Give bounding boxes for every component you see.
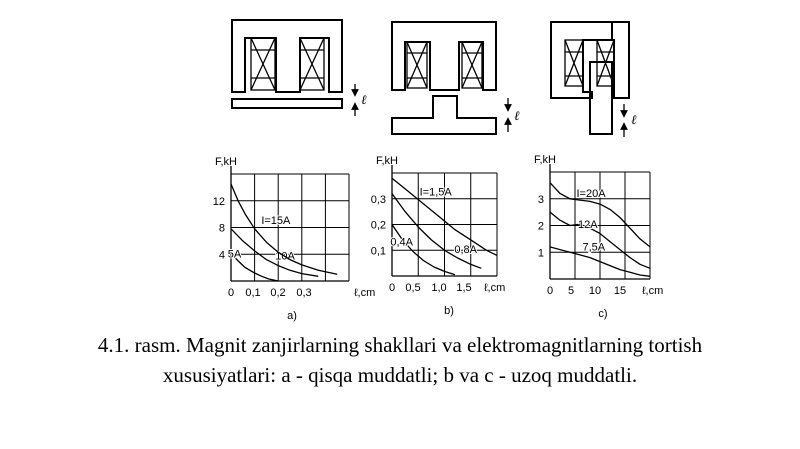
x-tick-label: 0,3 bbox=[296, 287, 312, 299]
x-tick-label: 1,0 bbox=[431, 282, 447, 294]
y-axis-label: F,kH bbox=[376, 155, 398, 167]
series-label: 7,5A bbox=[582, 241, 606, 254]
x-tick-label: 0,2 bbox=[270, 287, 286, 299]
y-tick-label: 0,3 bbox=[370, 193, 386, 206]
x-tick-label: 0,1 bbox=[245, 287, 261, 299]
magnet-diagram-c bbox=[551, 22, 637, 137]
series-label: I=15A bbox=[261, 215, 291, 228]
x-tick-label: 0 bbox=[227, 287, 235, 299]
y-tick-label: 0,2 bbox=[370, 219, 386, 232]
y-tick-label: 8 bbox=[218, 222, 225, 235]
caption-line-1: 4.1. rasm. Magnit zanjirlarning shakllari va elektromagnitlarning tortish bbox=[97, 333, 703, 357]
y-axis-label: F,kH bbox=[215, 156, 237, 168]
x-tick-label: 0,5 bbox=[405, 282, 421, 294]
series-label: 12A bbox=[578, 219, 598, 232]
series-label: 5A bbox=[227, 248, 242, 261]
x-tick-label: 15 bbox=[613, 285, 627, 297]
y-axis-label: F,kH bbox=[534, 154, 556, 166]
gap-label-a: ℓ bbox=[361, 92, 367, 107]
x-axis-label: ℓ,cm bbox=[484, 282, 506, 294]
y-tick-label: 4 bbox=[218, 249, 225, 262]
y-tick-label: 1 bbox=[537, 247, 544, 260]
figure-caption bbox=[0, 330, 800, 390]
x-tick-label: 0 bbox=[388, 282, 396, 294]
caption-line-2: xususiyatlari: a - qisqa muddatli; b va c - uzoq muddatli. bbox=[162, 363, 638, 387]
x-tick-label: 5 bbox=[567, 285, 575, 297]
magnet-diagram-b bbox=[392, 22, 520, 134]
chart-b bbox=[371, 155, 506, 317]
y-tick-label: 0,1 bbox=[370, 245, 386, 258]
y-tick-label: 12 bbox=[212, 195, 225, 208]
chart-c bbox=[534, 154, 663, 320]
x-tick-label: 0 bbox=[546, 285, 554, 297]
series-line bbox=[392, 194, 481, 269]
series-label: 0,8A bbox=[454, 243, 478, 256]
x-tick-label: 10 bbox=[588, 285, 602, 297]
y-tick-label: 3 bbox=[537, 193, 544, 206]
x-axis-label: ℓ,cm bbox=[642, 285, 664, 297]
series-label: 0,4A bbox=[390, 236, 414, 249]
chart-a bbox=[213, 156, 376, 322]
gap-label-b: ℓ bbox=[514, 108, 520, 123]
magnet-diagram-a bbox=[232, 20, 367, 116]
panel-label: b) bbox=[444, 305, 454, 317]
gap-label-c: ℓ bbox=[631, 112, 637, 127]
series-label: 10A bbox=[275, 250, 295, 263]
series-label: I=20A bbox=[576, 188, 606, 201]
x-tick-label: 1,5 bbox=[456, 282, 472, 294]
series-label: I=1,5A bbox=[419, 186, 452, 199]
y-tick-label: 2 bbox=[537, 220, 544, 233]
panel-label: a) bbox=[287, 310, 297, 322]
panel-label: c) bbox=[598, 308, 608, 320]
x-axis-label: ℓ,cm bbox=[354, 287, 376, 299]
